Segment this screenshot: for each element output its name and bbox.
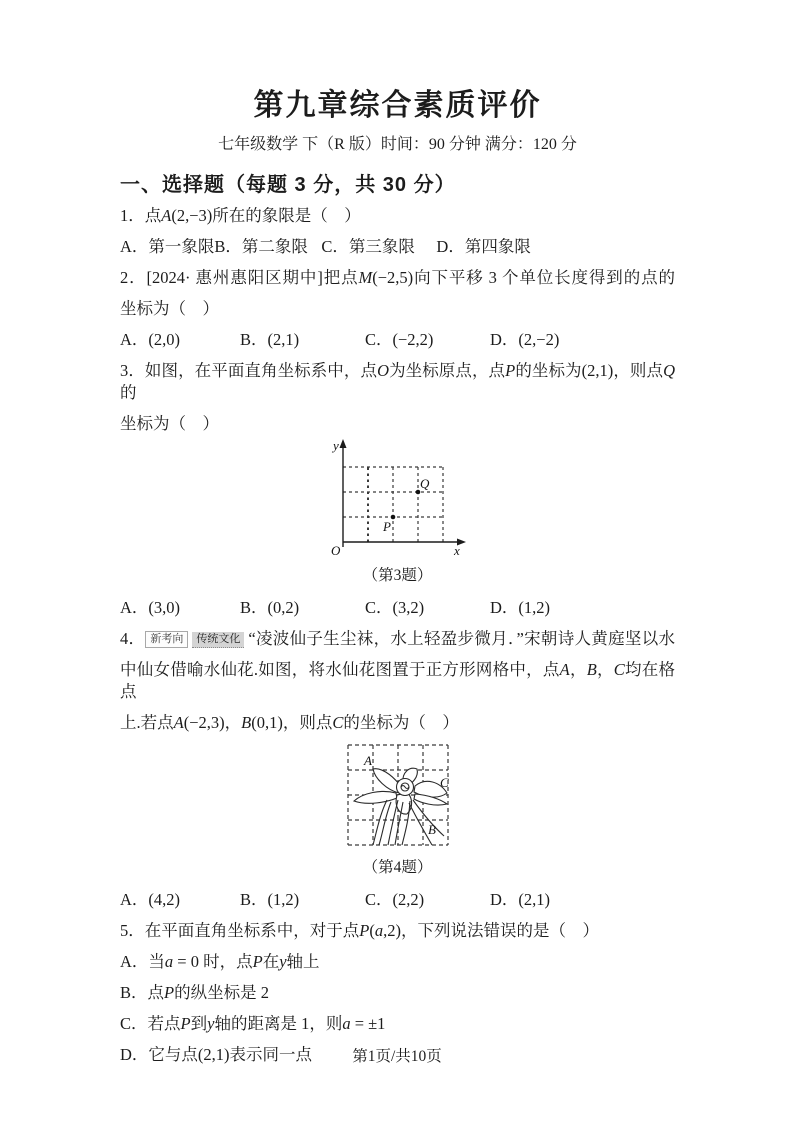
y-axis-arrow-icon	[339, 439, 346, 448]
origin-label: O	[330, 543, 340, 558]
option-b: B．第二象限	[214, 237, 308, 256]
question-5-option-a: A．当a = 0 时，点P在y轴上	[120, 952, 320, 971]
option-a: A．(4,2)	[120, 890, 181, 909]
option-b: B．(2,1)	[240, 330, 300, 349]
page-title: 第九章综合素质评价	[253, 89, 542, 122]
option-a: A．(3,0)	[120, 598, 181, 617]
point-C-label: C	[439, 775, 449, 790]
question-5-option-b: B．点P的纵坐标是 2	[120, 983, 269, 1002]
section-heading: 一、选择题（每题 3 分，共 30 分）	[120, 174, 456, 196]
question-4-figure	[120, 740, 675, 880]
option-a: A．第一象限	[120, 237, 215, 256]
question-5-option-d: D．它与点(2,1)表示同一点	[120, 1045, 313, 1064]
question-4-line-3: 上.若点A(−2,3)，B(0,1)，则点C的坐标为（ ）	[120, 713, 459, 732]
question-5-option-c: C．若点P到y轴的距离是 1，则a = ±1	[120, 1014, 386, 1033]
question-4-options	[120, 889, 675, 911]
option-c: C．(3,2)	[365, 598, 425, 617]
point-P-label: P	[382, 519, 391, 534]
option-d: D．(1,2)	[490, 598, 551, 617]
question-5-text: 5．在平面直角坐标系中，对于点P(a,2)，下列说法错误的是（ ）	[120, 921, 599, 940]
narcissus-grid-figure	[333, 740, 463, 852]
point-P	[390, 515, 395, 520]
question-4-quote: “凌波仙子生尘袜，水上轻盈步微月．”宋朝诗人黄庭坚以水	[248, 629, 676, 648]
page-number: 第1页/共10页	[352, 1048, 442, 1065]
badge-traditional-culture: 传统文化	[192, 632, 244, 648]
question-4-line-2: 中仙女借喻水仙花.如图，将水仙花图置于正方形网格中，点A，B，C均在格点	[120, 660, 676, 701]
option-d: D．(2,1)	[490, 890, 551, 909]
question-3-line-1: 3．如图，在平面直角坐标系中，点O为坐标原点，点P的坐标为(2,1)，则点Q的	[120, 361, 676, 402]
figure-3-caption: （第3题）	[362, 567, 433, 584]
question-3-figure	[120, 437, 675, 588]
option-c: C．(−2,2)	[365, 330, 434, 349]
option-b: B．(0,2)	[240, 598, 300, 617]
question-1-options	[120, 236, 675, 258]
question-3-line-2: 坐标为（ ）	[120, 414, 219, 433]
point-B-label: B	[427, 822, 436, 837]
question-4-number: 4．	[120, 629, 146, 648]
point-Q-label: Q	[419, 476, 429, 491]
question-2-line-1: 2．[2024· 惠州惠阳区期中]把点M(−2,5)向下平移 3 个单位长度得到的点的	[120, 268, 675, 287]
question-2-line-2: 坐标为（ ）	[120, 299, 219, 318]
question-4-line-1	[120, 628, 675, 650]
option-d: D．第四象限	[436, 237, 531, 256]
option-a: A．(2,0)	[120, 330, 181, 349]
exam-subtitle: 七年级数学 下（R 版）时间：90 分钟 满分：120 分	[218, 136, 577, 153]
question-2-options	[120, 329, 675, 351]
question-1-text: 1．点A(2,−3)所在的象限是（ ）	[120, 206, 361, 225]
badge-new-direction: 新考向	[145, 631, 188, 648]
page-content	[120, 86, 675, 1066]
question-3-options	[120, 597, 675, 619]
option-b: B．(1,2)	[240, 890, 300, 909]
option-c: C．(2,2)	[365, 890, 425, 909]
figure-4-caption: （第4题）	[362, 859, 433, 876]
point-A-label: A	[363, 753, 372, 768]
option-d: D．(2,−2)	[490, 330, 560, 349]
coordinate-plane-figure	[328, 437, 468, 564]
y-axis-label: y	[332, 438, 339, 453]
x-axis-label: x	[453, 543, 460, 558]
axes	[343, 445, 459, 547]
option-c: C．第三象限	[321, 237, 415, 256]
